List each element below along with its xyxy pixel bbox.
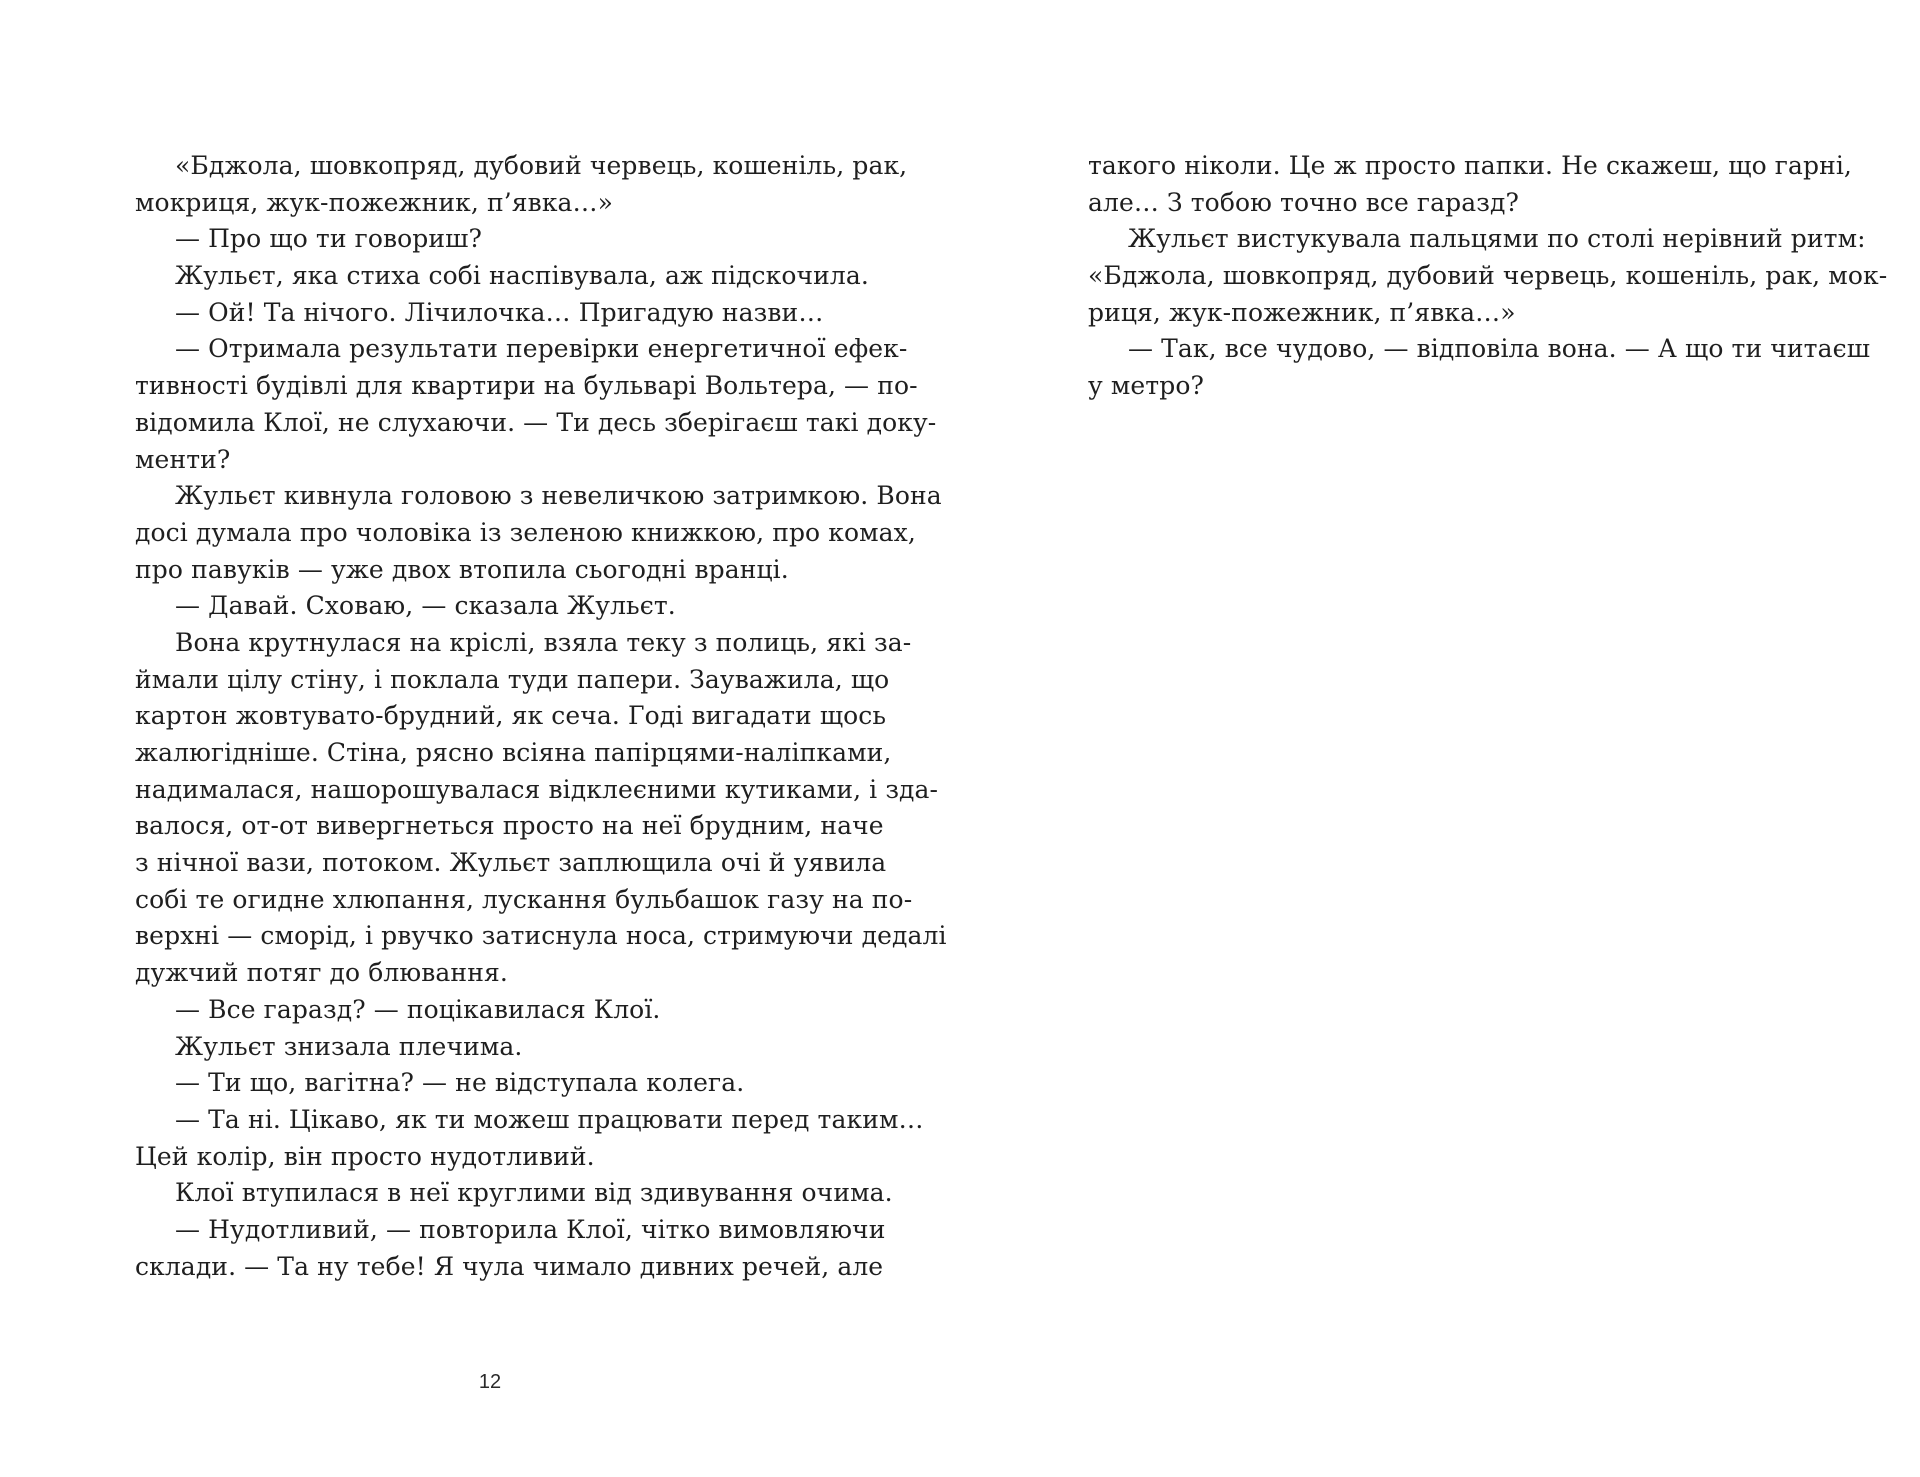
- text-line: менти?: [135, 444, 231, 474]
- text-line: Жульєт знизала плечима.: [175, 1031, 523, 1061]
- text-line: — Та ні. Цікаво, як ти можеш працювати перед таким…: [175, 1104, 924, 1134]
- text-line: — Ти що, вагітна? — не відступала колега.: [175, 1068, 745, 1098]
- text-line: — Ой! Та нічого. Лічилочка… Пригадую назви…: [175, 297, 824, 327]
- text-line: тивності будівлі для квартири на бульварі Вольтера, — по-: [135, 371, 918, 401]
- text-line: картон жовтувато-брудний, як сеча. Годі вигадати щось: [135, 701, 887, 731]
- text-line: Цей колір, він просто нудотливий.: [135, 1141, 595, 1171]
- page-number: 12: [478, 1371, 502, 1393]
- text-line: Жульєт, яка стиха собі наспівувала, аж підскочила.: [175, 261, 869, 291]
- text-line: Вона крутнулася на кріслі, взяла теку з полиць, які за-: [175, 627, 912, 657]
- text-line: валося, от-от вивергнеться просто на неї брудним, наче: [135, 811, 884, 841]
- text-line: такого ніколи. Це ж просто папки. Не скажеш, що гарні,: [1088, 151, 1852, 180]
- text-line: склади. — Та ну тебе! Я чула чимало дивних речей, але: [135, 1251, 884, 1281]
- left-page-text: [135, 148, 947, 1285]
- text-line: «Бджола, шовкопряд, дубовий червець, кошеніль, рак,: [175, 151, 908, 180]
- text-line: у метро?: [1088, 371, 1204, 401]
- text-line: — Отримала результати перевірки енергетичної ефек-: [175, 334, 908, 364]
- text-line: досі думала про чоловіка із зеленою книжкою, про комах,: [135, 517, 916, 547]
- text-line: «Бджола, шовкопряд, дубовий червець, кошеніль, рак, мок-: [1088, 261, 1888, 291]
- text-line: але… З тобою точно все гаразд?: [1088, 187, 1519, 217]
- text-line: Жульєт кивнула головою з невеличкою затримкою. Вона: [175, 481, 942, 511]
- text-line: — Так, все чудово, — відповіла вона. — А що ти читаєш: [1128, 334, 1871, 364]
- text-line: риця, жук-пожежник, п’явка…»: [1088, 297, 1516, 327]
- text-line: мокриця, жук-пожежник, п’явка…»: [135, 187, 614, 217]
- text-line: верхні — сморід, і рвучко затиснула носа, стримуючи дедалі: [135, 921, 947, 951]
- text-line: про павуків — уже двох втопила сьогодні вранці.: [135, 554, 789, 584]
- text-line: — Нудотливий, — повторила Клої, чітко вимовляючи: [175, 1214, 886, 1244]
- text-line: собі те огидне хлюпання, лускання бульбашок газу на по-: [135, 884, 913, 914]
- text-line: дужчий потяг до блювання.: [135, 958, 508, 988]
- text-line: — Все гаразд? — поцікавилася Клої.: [175, 994, 661, 1024]
- text-line: — Про що ти говориш?: [175, 224, 483, 254]
- text-line: з нічної вази, потоком. Жульєт заплющила очі й уявила: [135, 848, 887, 878]
- text-line: жалюгідніше. Стіна, рясно всіяна папірцями-наліпками,: [135, 738, 892, 767]
- text-line: Жульєт вистукувала пальцями по столі нерівний ритм:: [1128, 224, 1866, 254]
- right-page-text: [1088, 148, 1888, 405]
- text-line: ймали цілу стіну, і поклала туди папери. Зауважила, що: [135, 664, 890, 694]
- text-line: Клої втупилася в неї круглими від здивування очима.: [175, 1178, 893, 1208]
- text-line: відомила Клої, не слухаючи. — Ти десь зберігаєш такі доку-: [135, 407, 937, 437]
- text-line: надималася, нашорошувалася відклеєними кутиками, і зда-: [135, 774, 939, 804]
- text-line: — Давай. Сховаю, — сказала Жульєт.: [175, 591, 676, 621]
